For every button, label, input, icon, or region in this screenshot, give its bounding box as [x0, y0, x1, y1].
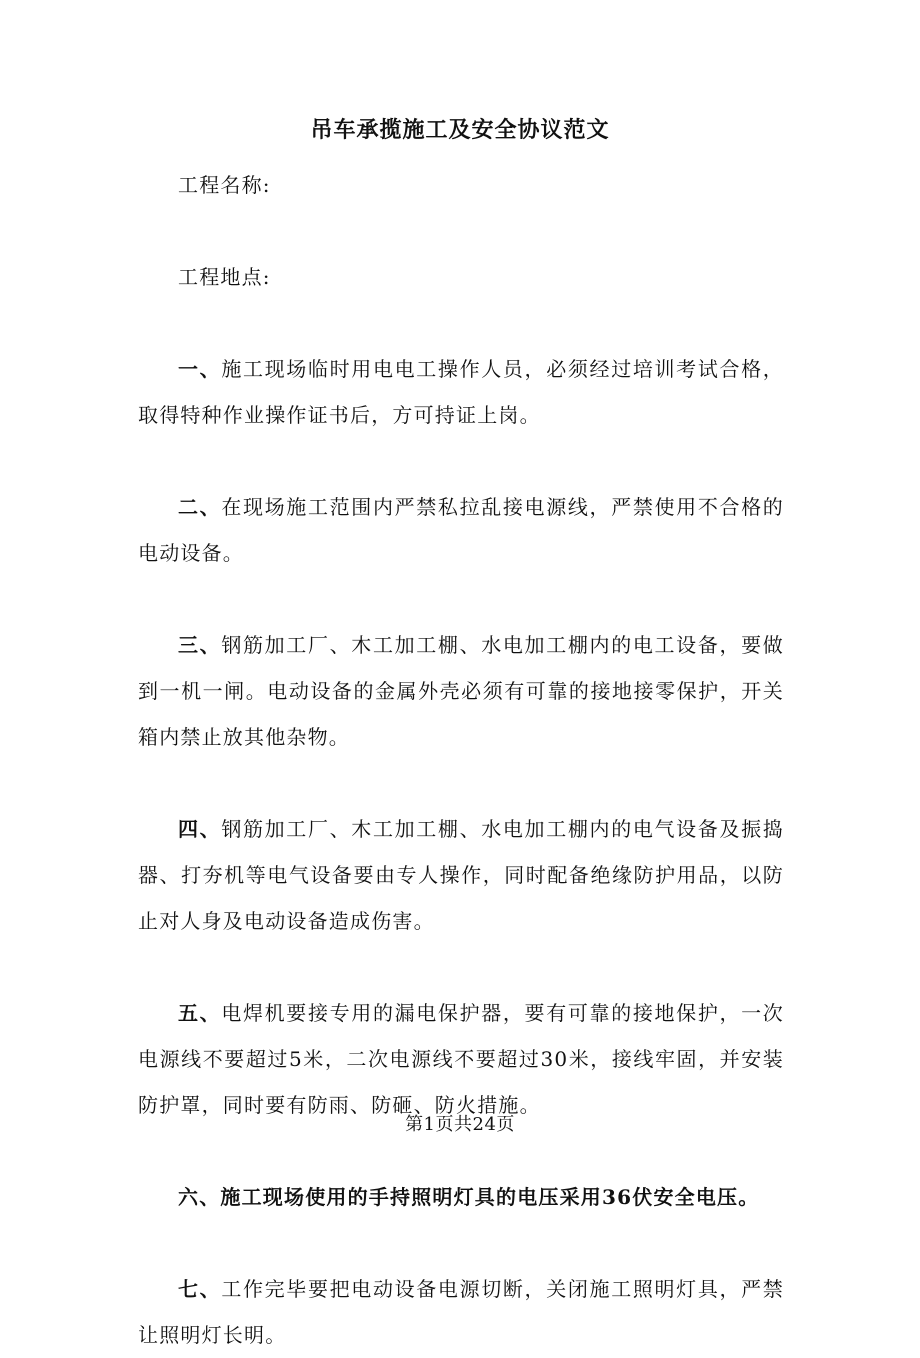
project-name-field: 工程名称: [178, 173, 271, 197]
clause-number: 一、 [178, 357, 222, 381]
clause-number: 七、 [178, 1277, 222, 1301]
clause-5 [138, 990, 784, 1128]
document-body [138, 162, 784, 1358]
blank-line [138, 944, 784, 990]
clause-2 [138, 484, 784, 576]
clause-1 [138, 346, 784, 438]
clause-text: 电焊机要接专用的漏电保护器，要有可靠的接地保护，一次电源线不要超过5米，二次电源线不要超过30米，接线牢固，并安装防护罩，同时要有防雨、防砸、防火措施。 [138, 1001, 785, 1117]
blank-line [138, 208, 784, 254]
blank-line [138, 1220, 784, 1266]
project-location-field: 工程地点: [178, 265, 271, 289]
blank-line [138, 576, 784, 622]
clause-6 [138, 1174, 784, 1220]
clause-text: 工作完毕要把电动设备电源切断，关闭施工照明灯具，严禁让照明灯长明。 [138, 1277, 785, 1347]
clause-text: 在现场施工范围内严禁私拉乱接电源线，严禁使用不合格的电动设备。 [138, 495, 785, 565]
blank-line [138, 300, 784, 346]
document-title: 吊车承揽施工及安全协议范文 [310, 117, 610, 143]
clause-number: 二、 [178, 495, 222, 519]
clause-text: 钢筋加工厂、木工加工棚、水电加工棚内的电气设备及振捣器、打夯机等电气设备要由专人操作，同时配备绝缘防护用品，以防止对人身及电动设备造成伤害。 [138, 817, 785, 933]
clause-text: 钢筋加工厂、木工加工棚、水电加工棚内的电工设备，要做到一机一闸。电动设备的金属外壳必须有可靠的接地接零保护，开关箱内禁止放其他杂物。 [138, 633, 785, 749]
page-number: 第1页共24页 [405, 1114, 515, 1135]
clause-3 [138, 622, 784, 760]
blank-line [138, 760, 784, 806]
clause-7 [138, 1266, 784, 1358]
blank-line [138, 438, 784, 484]
clause-number: 三、 [178, 633, 222, 657]
clause-text: 施工现场使用的手持照明灯具的电压采用36伏安全电压。 [220, 1185, 760, 1209]
clause-number: 六、 [178, 1185, 221, 1209]
clause-number: 五、 [178, 1001, 222, 1025]
clause-number: 四、 [178, 817, 222, 841]
clause-text: 施工现场临时用电电工操作人员，必须经过培训考试合格，取得特种作业操作证书后，方可持证上岗。 [138, 357, 785, 427]
clause-4 [138, 806, 784, 944]
